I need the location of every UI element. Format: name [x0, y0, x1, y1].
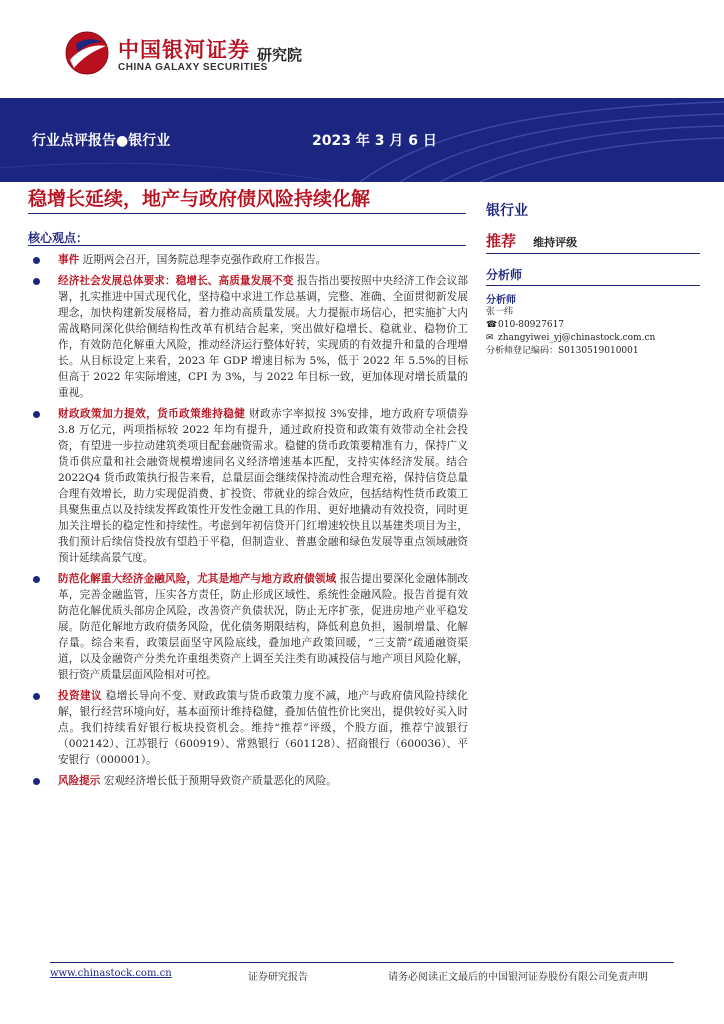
bullet-body: 宏观经济增长低于预期导致资产质量恶化的风险。 — [103, 775, 337, 787]
bullet-body: 报告提出要深化金融体制改革，完善金融监管，压实各方责任，防止形成区域性、系统性金融风险。报告首提有效防范化解优质头部房企风险，改善资产负债状况，防止无序扩张，促进房地产业平稳发展。防范化解地方政府债务风险，优化债务期限结构，降低利息负担，遏制增量、化解存量。综合来看，政策层面坚守风险底线，叠加地产政策回暖，“三支箭”疏通融资渠道，以及金融资产分类允许重组类资产上调至关注类有助减投信与地产项目风险化解，银行资产质量层面风险相对可控。 — [58, 573, 469, 681]
footer-label: 证券研究报告 — [248, 972, 308, 983]
core-views-label: 核心观点： — [28, 231, 89, 245]
bullet-icon — [33, 411, 40, 418]
analyst-name: 张一纬 — [486, 307, 514, 317]
rating-row — [486, 230, 700, 254]
phone-icon: ☎ — [486, 320, 498, 330]
title-divider — [28, 213, 466, 214]
core-divider — [28, 245, 466, 246]
analyst-sub-title: 分析师 — [486, 295, 516, 306]
footer-divider — [50, 962, 674, 963]
email-icon: ✉ — [486, 333, 494, 343]
bullet-icon — [33, 693, 40, 700]
report-type: 行业点评报告●银行业 — [32, 133, 171, 149]
list-item — [28, 773, 468, 789]
list-item — [28, 273, 468, 401]
rating-badge: 推荐 — [486, 232, 517, 250]
galaxy-logo-icon — [64, 30, 110, 76]
analyst-section-title: 分析师 — [486, 266, 700, 286]
bullet-body: 报告指出要按照中央经济工作会议部署，扎实推进中国式现代化，坚持稳中求进工作总基调，完整、准确、全面贯彻新发展理念，加快构建新发展格局，着力推动高质量发展。大力提振市场信心，把实施扩大内需战略同深化供给侧结构性改革有机结合起来，突出做好稳增长、稳就业、稳物价工作，有效防范化解重大风险，推动经济运行整体好转，实现质的有效提升和量的合理增长。从目标设定上来看，2023 年 GDP 增速目标为 5%，低于 2022 年 5.5%的目标但高于 2022 年实际增速，CPI 为 3%，与 2022 年目标一致，更加体现对增长质量的重视。 — [58, 275, 469, 399]
analyst-phone: 010-80927617 — [498, 320, 565, 330]
bullet-icon — [33, 257, 40, 264]
analyst-email-row — [486, 332, 700, 345]
list-item — [28, 688, 468, 768]
bullet-body: 稳增长导向不变、财政政策与货币政策力度不减，地产与政府债风险持续化解，银行经营环境向好，基本面预计维持稳健，叠加估值性价比突出，提供较好买入时点。我们持续看好银行板块投资机会。维持“推荐”评级，个股方面，推荐宁波银行（002142）、江苏银行（600919）、常熟银行（601128）、招商银行（600036）、平安银行（000001）。 — [58, 690, 469, 766]
brand-dept: 研究院 — [257, 46, 303, 64]
bullet-body: 近期两会召开，国务院总理李克强作政府工作报告。 — [82, 254, 327, 266]
brand-name-en: CHINA GALAXY SECURITIES — [118, 62, 268, 73]
bullet-highlight: 经济社会发展总体要求：稳增长、高质量发展不变 — [58, 275, 294, 287]
page-title: 稳增长延续，地产与政府债风险持续化解 — [28, 188, 371, 210]
bullet-icon — [33, 278, 40, 285]
brand-name-cn: 中国银河证券 — [118, 38, 250, 62]
list-item — [28, 571, 468, 683]
analyst-email[interactable]: zhangyiwei_yj@chinastock.com.cn — [498, 333, 656, 343]
report-header — [0, 0, 724, 98]
footer-disclaimer: 请务必阅读正文最后的中国银河证券股份有限公司免责声明 — [388, 972, 648, 983]
analyst-phone-row — [486, 319, 700, 332]
analyst-license: 分析师登记编码：S0130519010001 — [486, 346, 639, 356]
core-views-list — [28, 252, 468, 794]
rating-note: 维持评级 — [533, 236, 578, 249]
report-date: 2023 年 3 月 6 日 — [312, 133, 437, 149]
bullet-highlight: 防范化解重大经济金融风险，尤其是地产与地方政府债领域 — [58, 573, 337, 585]
bullet-highlight: 风险提示 — [58, 775, 101, 787]
bullet-highlight: 投资建议 — [58, 690, 102, 702]
sidebar-industry: 银行业 — [486, 203, 528, 219]
bullet-highlight: 事件 — [58, 254, 80, 266]
list-item — [28, 406, 468, 566]
bullet-icon — [33, 576, 40, 583]
bullet-highlight: 财政政策加力提效，货币政策维持稳健 — [58, 408, 246, 420]
sidebar — [486, 190, 700, 358]
list-item — [28, 252, 468, 268]
footer-website-link[interactable]: www.chinastock.com.cn — [50, 968, 172, 979]
bullet-body: 财政赤字率拟按 3%安排，地方政府专项债券 3.8 万亿元，两项指标较 2022 年均有提升，通过政府投资和政策有效带动全社会投资，有望进一步拉动建筑类项目配套融资需求。稳健的货币政策要精准有力，保持广义货币供应量和社会融资规模增速同名义经济增速基本匹配，支持实体经济发展。结合 2022Q4 货币政策执行报告来看，总量层面会继续保持流动性合理充裕，保持信贷总量合理有效增长，助力实现促消费、扩投资、带就业的综合效应，包括结构性货币政策工具聚焦重点以及持续发挥政策性开发性金融工具的作用、更好地撬动有效投资，同时更加关注增长的稳定性和持续性。考虑到年初信贷开门红增速较快且以基建类项目为主，我们预计后续信贷投放有望趋于平稳，但制造业、普惠金融和绿色发展等重点领域融资预计延续高景气度。 — [58, 408, 468, 564]
bullet-icon — [33, 778, 40, 785]
